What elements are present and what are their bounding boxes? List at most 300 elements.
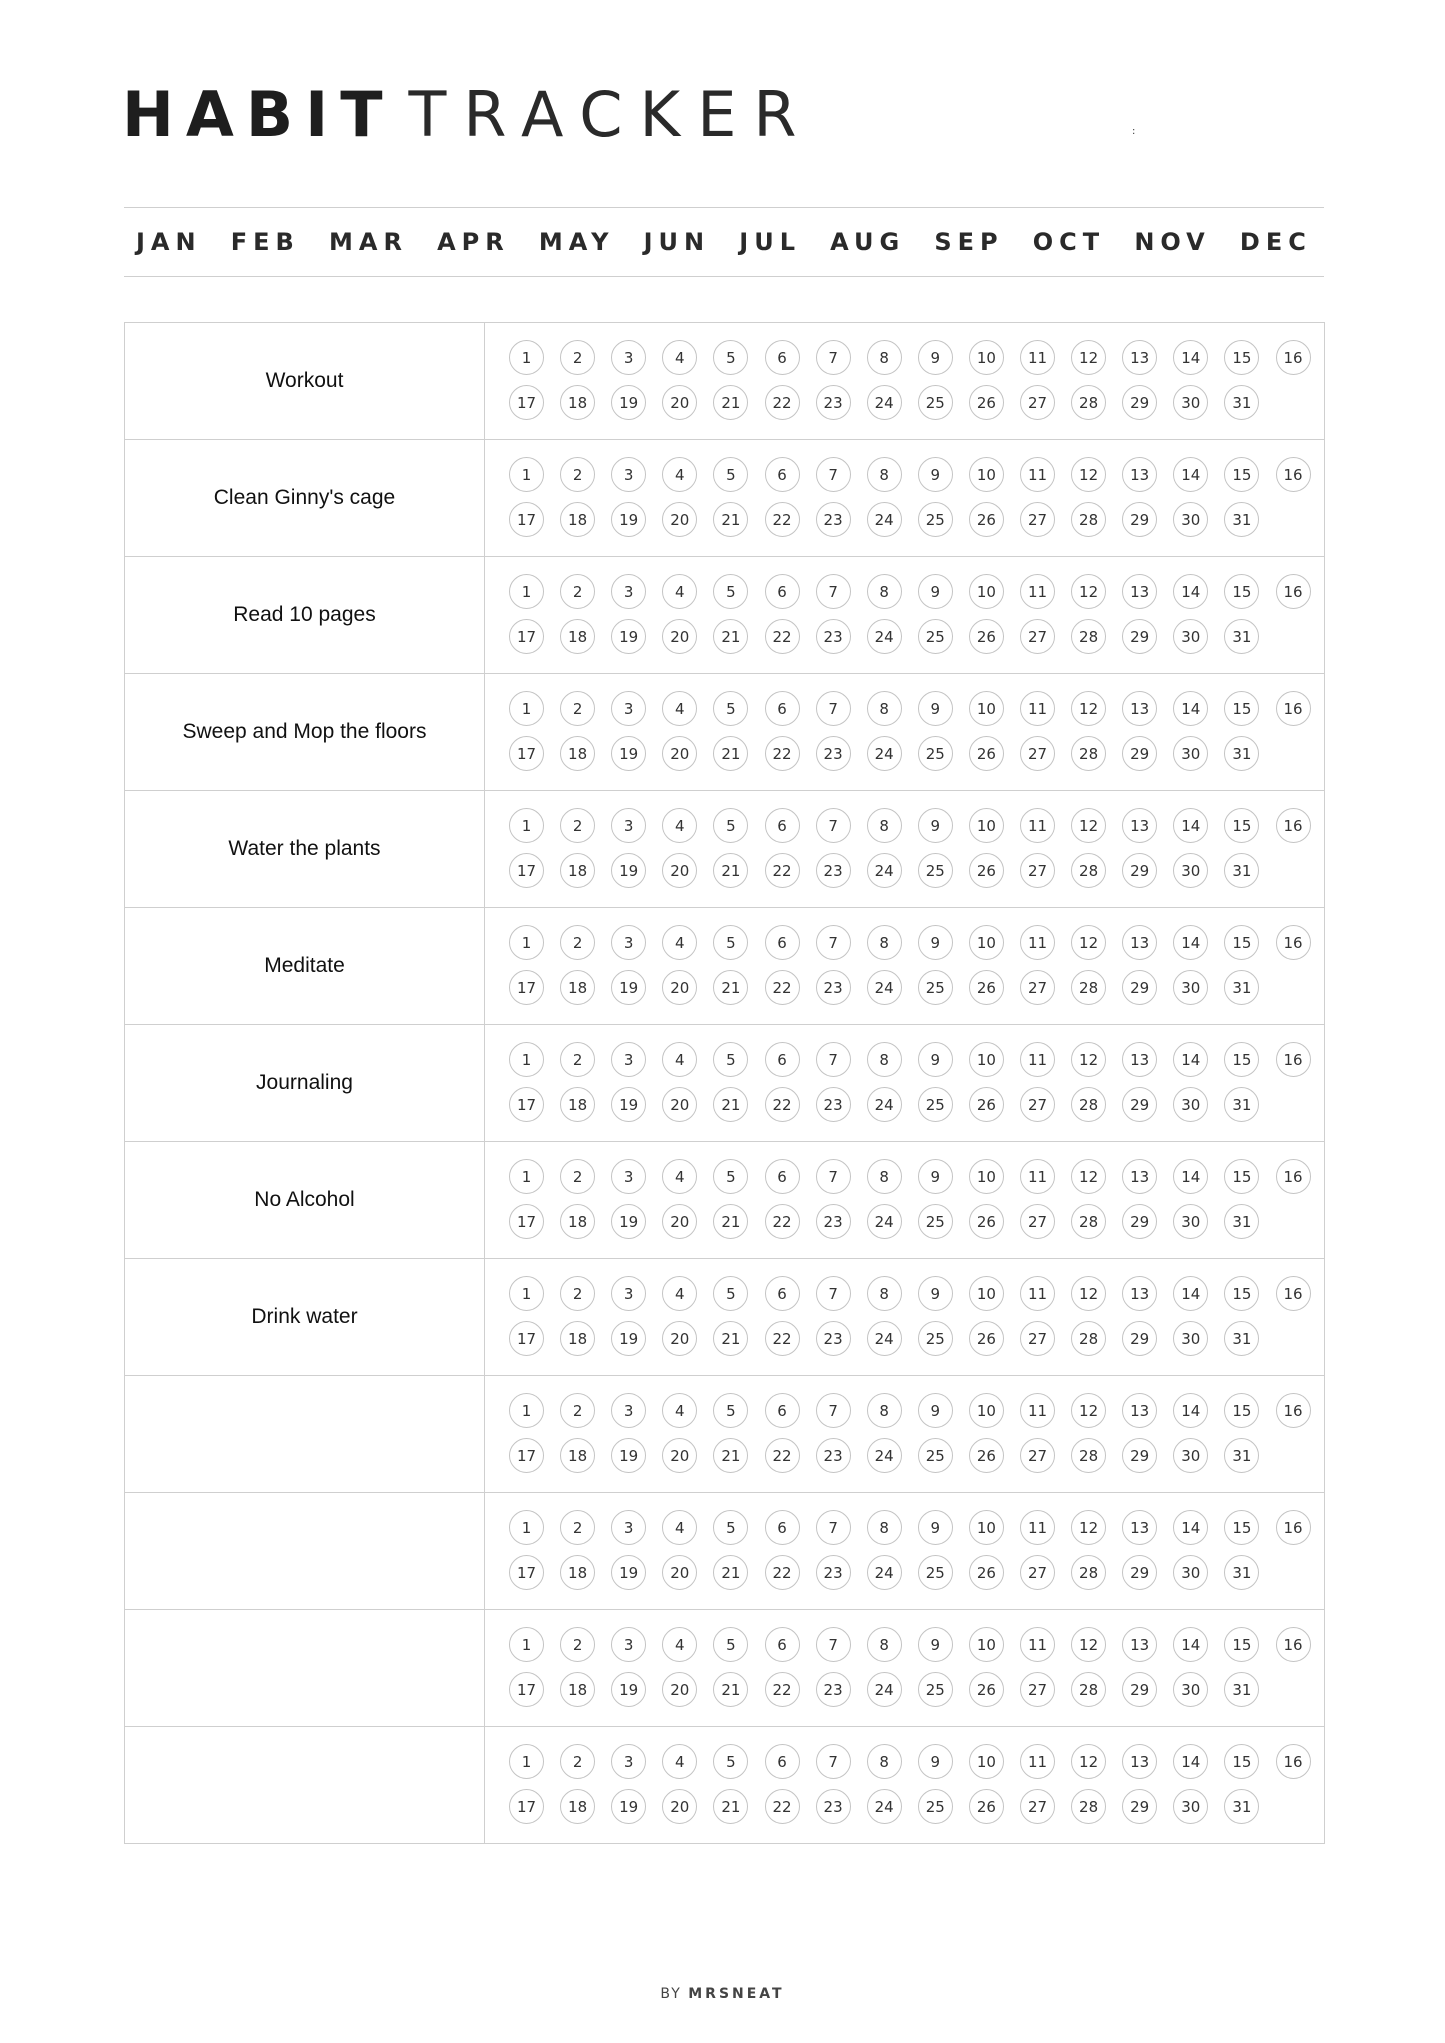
day-circle[interactable]: 11 [1020, 1042, 1055, 1077]
day-circle[interactable]: 29 [1122, 970, 1157, 1005]
habit-name[interactable]: Workout [125, 323, 485, 439]
day-circle[interactable]: 21 [713, 1321, 748, 1356]
day-circle[interactable]: 22 [765, 1672, 800, 1707]
day-circle[interactable]: 26 [969, 853, 1004, 888]
day-circle[interactable]: 14 [1173, 1042, 1208, 1077]
day-circle[interactable]: 7 [816, 1276, 851, 1311]
day-circle[interactable]: 16 [1276, 691, 1311, 726]
day-circle[interactable]: 9 [918, 691, 953, 726]
month-nov[interactable]: NOV [1134, 228, 1211, 256]
day-circle[interactable]: 21 [713, 970, 748, 1005]
day-circle[interactable]: 7 [816, 1627, 851, 1662]
day-circle[interactable]: 20 [662, 502, 697, 537]
day-circle[interactable]: 14 [1173, 457, 1208, 492]
day-circle[interactable]: 12 [1071, 1627, 1106, 1662]
day-circle[interactable]: 14 [1173, 340, 1208, 375]
day-circle[interactable]: 7 [816, 1393, 851, 1428]
day-circle[interactable]: 28 [1071, 736, 1106, 771]
day-circle[interactable]: 21 [713, 385, 748, 420]
day-circle[interactable]: 17 [509, 385, 544, 420]
day-circle[interactable]: 25 [918, 970, 953, 1005]
day-circle[interactable]: 18 [560, 1438, 595, 1473]
day-circle[interactable]: 11 [1020, 691, 1055, 726]
day-circle[interactable]: 25 [918, 853, 953, 888]
day-circle[interactable]: 20 [662, 1672, 697, 1707]
day-circle[interactable]: 1 [509, 1510, 544, 1545]
habit-name[interactable]: Clean Ginny's cage [125, 440, 485, 556]
day-circle[interactable]: 4 [662, 1042, 697, 1077]
day-circle[interactable]: 6 [765, 1276, 800, 1311]
day-circle[interactable]: 20 [662, 385, 697, 420]
day-circle[interactable]: 8 [867, 340, 902, 375]
day-circle[interactable]: 13 [1122, 1159, 1157, 1194]
day-circle[interactable]: 27 [1020, 1555, 1055, 1590]
day-circle[interactable]: 23 [816, 1789, 851, 1824]
day-circle[interactable]: 31 [1224, 1321, 1259, 1356]
day-circle[interactable]: 5 [713, 925, 748, 960]
day-circle[interactable]: 16 [1276, 340, 1311, 375]
day-circle[interactable]: 30 [1173, 385, 1208, 420]
day-circle[interactable]: 25 [918, 1555, 953, 1590]
day-circle[interactable]: 27 [1020, 1204, 1055, 1239]
day-circle[interactable]: 5 [713, 340, 748, 375]
day-circle[interactable]: 24 [867, 502, 902, 537]
day-circle[interactable]: 16 [1276, 1276, 1311, 1311]
day-circle[interactable]: 25 [918, 1438, 953, 1473]
day-circle[interactable]: 4 [662, 1627, 697, 1662]
day-circle[interactable]: 8 [867, 1393, 902, 1428]
day-circle[interactable]: 29 [1122, 1672, 1157, 1707]
day-circle[interactable]: 26 [969, 1555, 1004, 1590]
day-circle[interactable]: 13 [1122, 691, 1157, 726]
day-circle[interactable]: 29 [1122, 1321, 1157, 1356]
habit-name[interactable] [125, 1376, 485, 1492]
day-circle[interactable]: 26 [969, 1321, 1004, 1356]
day-circle[interactable]: 16 [1276, 1510, 1311, 1545]
month-jun[interactable]: JUN [643, 228, 711, 256]
day-circle[interactable]: 30 [1173, 1555, 1208, 1590]
day-circle[interactable]: 31 [1224, 502, 1259, 537]
day-circle[interactable]: 18 [560, 736, 595, 771]
day-circle[interactable]: 26 [969, 502, 1004, 537]
day-circle[interactable]: 22 [765, 1321, 800, 1356]
day-circle[interactable]: 18 [560, 1789, 595, 1824]
day-circle[interactable]: 12 [1071, 808, 1106, 843]
day-circle[interactable]: 6 [765, 691, 800, 726]
day-circle[interactable]: 20 [662, 970, 697, 1005]
day-circle[interactable]: 9 [918, 1276, 953, 1311]
day-circle[interactable]: 28 [1071, 502, 1106, 537]
day-circle[interactable]: 21 [713, 1555, 748, 1590]
day-circle[interactable]: 10 [969, 1276, 1004, 1311]
day-circle[interactable]: 22 [765, 1087, 800, 1122]
day-circle[interactable]: 14 [1173, 1393, 1208, 1428]
day-circle[interactable]: 6 [765, 1393, 800, 1428]
day-circle[interactable]: 3 [611, 691, 646, 726]
day-circle[interactable]: 3 [611, 1042, 646, 1077]
day-circle[interactable]: 8 [867, 1276, 902, 1311]
day-circle[interactable]: 19 [611, 1204, 646, 1239]
day-circle[interactable]: 17 [509, 1438, 544, 1473]
day-circle[interactable]: 11 [1020, 1159, 1055, 1194]
day-circle[interactable]: 27 [1020, 1321, 1055, 1356]
day-circle[interactable]: 6 [765, 340, 800, 375]
day-circle[interactable]: 9 [918, 1744, 953, 1779]
day-circle[interactable]: 31 [1224, 1438, 1259, 1473]
day-circle[interactable]: 12 [1071, 574, 1106, 609]
day-circle[interactable]: 16 [1276, 925, 1311, 960]
day-circle[interactable]: 30 [1173, 736, 1208, 771]
day-circle[interactable]: 28 [1071, 1672, 1106, 1707]
day-circle[interactable]: 12 [1071, 925, 1106, 960]
day-circle[interactable]: 23 [816, 385, 851, 420]
day-circle[interactable]: 19 [611, 1555, 646, 1590]
day-circle[interactable]: 4 [662, 340, 697, 375]
day-circle[interactable]: 9 [918, 1510, 953, 1545]
day-circle[interactable]: 2 [560, 1393, 595, 1428]
day-circle[interactable]: 21 [713, 736, 748, 771]
day-circle[interactable]: 8 [867, 1744, 902, 1779]
day-circle[interactable]: 7 [816, 1510, 851, 1545]
day-circle[interactable]: 11 [1020, 574, 1055, 609]
day-circle[interactable]: 4 [662, 1276, 697, 1311]
habit-name[interactable]: Read 10 pages [125, 557, 485, 673]
day-circle[interactable]: 29 [1122, 1204, 1157, 1239]
day-circle[interactable]: 17 [509, 502, 544, 537]
day-circle[interactable]: 19 [611, 970, 646, 1005]
day-circle[interactable]: 6 [765, 574, 800, 609]
day-circle[interactable]: 25 [918, 736, 953, 771]
day-circle[interactable]: 14 [1173, 1744, 1208, 1779]
day-circle[interactable]: 6 [765, 457, 800, 492]
day-circle[interactable]: 21 [713, 1672, 748, 1707]
day-circle[interactable]: 17 [509, 1087, 544, 1122]
day-circle[interactable]: 28 [1071, 385, 1106, 420]
day-circle[interactable]: 31 [1224, 1555, 1259, 1590]
day-circle[interactable]: 19 [611, 1321, 646, 1356]
day-circle[interactable]: 25 [918, 502, 953, 537]
day-circle[interactable]: 28 [1071, 970, 1106, 1005]
day-circle[interactable]: 4 [662, 1510, 697, 1545]
day-circle[interactable]: 31 [1224, 1204, 1259, 1239]
day-circle[interactable]: 17 [509, 1672, 544, 1707]
month-jul[interactable]: JUL [739, 228, 801, 256]
day-circle[interactable]: 15 [1224, 457, 1259, 492]
day-circle[interactable]: 1 [509, 1042, 544, 1077]
month-mar[interactable]: MAR [329, 228, 408, 256]
day-circle[interactable]: 13 [1122, 1393, 1157, 1428]
day-circle[interactable]: 26 [969, 1672, 1004, 1707]
day-circle[interactable]: 2 [560, 1627, 595, 1662]
day-circle[interactable]: 1 [509, 457, 544, 492]
day-circle[interactable]: 13 [1122, 925, 1157, 960]
day-circle[interactable]: 4 [662, 457, 697, 492]
day-circle[interactable]: 30 [1173, 853, 1208, 888]
day-circle[interactable]: 19 [611, 619, 646, 654]
day-circle[interactable]: 16 [1276, 1627, 1311, 1662]
day-circle[interactable]: 30 [1173, 1204, 1208, 1239]
habit-name[interactable]: No Alcohol [125, 1142, 485, 1258]
day-circle[interactable]: 1 [509, 1744, 544, 1779]
month-aug[interactable]: AUG [830, 228, 906, 256]
day-circle[interactable]: 19 [611, 1672, 646, 1707]
day-circle[interactable]: 1 [509, 1159, 544, 1194]
day-circle[interactable]: 28 [1071, 1087, 1106, 1122]
day-circle[interactable]: 31 [1224, 970, 1259, 1005]
day-circle[interactable]: 7 [816, 340, 851, 375]
day-circle[interactable]: 14 [1173, 574, 1208, 609]
day-circle[interactable]: 23 [816, 736, 851, 771]
day-circle[interactable]: 22 [765, 1555, 800, 1590]
day-circle[interactable]: 2 [560, 691, 595, 726]
day-circle[interactable]: 3 [611, 574, 646, 609]
day-circle[interactable]: 23 [816, 1672, 851, 1707]
day-circle[interactable]: 7 [816, 457, 851, 492]
day-circle[interactable]: 14 [1173, 808, 1208, 843]
day-circle[interactable]: 16 [1276, 1393, 1311, 1428]
habit-name[interactable]: Journaling [125, 1025, 485, 1141]
day-circle[interactable]: 14 [1173, 925, 1208, 960]
day-circle[interactable]: 29 [1122, 853, 1157, 888]
day-circle[interactable]: 17 [509, 970, 544, 1005]
day-circle[interactable]: 7 [816, 808, 851, 843]
day-circle[interactable]: 18 [560, 970, 595, 1005]
day-circle[interactable]: 27 [1020, 619, 1055, 654]
day-circle[interactable]: 14 [1173, 1159, 1208, 1194]
day-circle[interactable]: 4 [662, 1393, 697, 1428]
day-circle[interactable]: 15 [1224, 1393, 1259, 1428]
day-circle[interactable]: 9 [918, 1159, 953, 1194]
day-circle[interactable]: 2 [560, 1159, 595, 1194]
day-circle[interactable]: 25 [918, 1204, 953, 1239]
day-circle[interactable]: 5 [713, 1276, 748, 1311]
day-circle[interactable]: 9 [918, 574, 953, 609]
day-circle[interactable]: 4 [662, 1159, 697, 1194]
day-circle[interactable]: 1 [509, 340, 544, 375]
day-circle[interactable]: 9 [918, 1627, 953, 1662]
day-circle[interactable]: 31 [1224, 385, 1259, 420]
day-circle[interactable]: 4 [662, 1744, 697, 1779]
day-circle[interactable]: 24 [867, 970, 902, 1005]
day-circle[interactable]: 29 [1122, 502, 1157, 537]
day-circle[interactable]: 14 [1173, 1510, 1208, 1545]
day-circle[interactable]: 16 [1276, 1042, 1311, 1077]
month-oct[interactable]: OCT [1032, 228, 1106, 256]
day-circle[interactable]: 29 [1122, 619, 1157, 654]
day-circle[interactable]: 1 [509, 1393, 544, 1428]
day-circle[interactable]: 12 [1071, 340, 1106, 375]
day-circle[interactable]: 9 [918, 457, 953, 492]
day-circle[interactable]: 26 [969, 1204, 1004, 1239]
day-circle[interactable]: 24 [867, 1321, 902, 1356]
day-circle[interactable]: 24 [867, 1672, 902, 1707]
day-circle[interactable]: 16 [1276, 1744, 1311, 1779]
day-circle[interactable]: 15 [1224, 1744, 1259, 1779]
day-circle[interactable]: 3 [611, 1627, 646, 1662]
day-circle[interactable]: 17 [509, 853, 544, 888]
habit-name[interactable]: Drink water [125, 1259, 485, 1375]
day-circle[interactable]: 24 [867, 385, 902, 420]
day-circle[interactable]: 25 [918, 1789, 953, 1824]
day-circle[interactable]: 2 [560, 1042, 595, 1077]
day-circle[interactable]: 10 [969, 1744, 1004, 1779]
day-circle[interactable]: 4 [662, 691, 697, 726]
day-circle[interactable]: 3 [611, 1393, 646, 1428]
day-circle[interactable]: 11 [1020, 925, 1055, 960]
day-circle[interactable]: 12 [1071, 1276, 1106, 1311]
day-circle[interactable]: 30 [1173, 1672, 1208, 1707]
day-circle[interactable]: 10 [969, 691, 1004, 726]
day-circle[interactable]: 12 [1071, 1159, 1106, 1194]
day-circle[interactable]: 8 [867, 1042, 902, 1077]
habit-name[interactable] [125, 1727, 485, 1843]
day-circle[interactable]: 27 [1020, 736, 1055, 771]
day-circle[interactable]: 26 [969, 736, 1004, 771]
day-circle[interactable]: 30 [1173, 502, 1208, 537]
day-circle[interactable]: 9 [918, 808, 953, 843]
day-circle[interactable]: 27 [1020, 502, 1055, 537]
day-circle[interactable]: 14 [1173, 1627, 1208, 1662]
day-circle[interactable]: 16 [1276, 1159, 1311, 1194]
day-circle[interactable]: 12 [1071, 1510, 1106, 1545]
day-circle[interactable]: 8 [867, 691, 902, 726]
day-circle[interactable]: 31 [1224, 1789, 1259, 1824]
day-circle[interactable]: 13 [1122, 1510, 1157, 1545]
day-circle[interactable]: 21 [713, 502, 748, 537]
day-circle[interactable]: 30 [1173, 1438, 1208, 1473]
day-circle[interactable]: 5 [713, 1159, 748, 1194]
day-circle[interactable]: 23 [816, 1087, 851, 1122]
day-circle[interactable]: 26 [969, 1789, 1004, 1824]
day-circle[interactable]: 24 [867, 1555, 902, 1590]
day-circle[interactable]: 4 [662, 925, 697, 960]
day-circle[interactable]: 5 [713, 1627, 748, 1662]
day-circle[interactable]: 29 [1122, 1789, 1157, 1824]
day-circle[interactable]: 22 [765, 1204, 800, 1239]
day-circle[interactable]: 18 [560, 1555, 595, 1590]
day-circle[interactable]: 7 [816, 1159, 851, 1194]
day-circle[interactable]: 10 [969, 808, 1004, 843]
day-circle[interactable]: 6 [765, 808, 800, 843]
day-circle[interactable]: 18 [560, 1087, 595, 1122]
habit-name[interactable]: Sweep and Mop the floors [125, 674, 485, 790]
day-circle[interactable]: 23 [816, 853, 851, 888]
day-circle[interactable]: 30 [1173, 619, 1208, 654]
day-circle[interactable]: 2 [560, 808, 595, 843]
day-circle[interactable]: 11 [1020, 1276, 1055, 1311]
day-circle[interactable]: 18 [560, 385, 595, 420]
day-circle[interactable]: 23 [816, 619, 851, 654]
day-circle[interactable]: 28 [1071, 853, 1106, 888]
day-circle[interactable]: 17 [509, 1555, 544, 1590]
day-circle[interactable]: 27 [1020, 970, 1055, 1005]
day-circle[interactable]: 28 [1071, 1204, 1106, 1239]
day-circle[interactable]: 5 [713, 1510, 748, 1545]
day-circle[interactable]: 20 [662, 1087, 697, 1122]
day-circle[interactable]: 9 [918, 340, 953, 375]
month-sep[interactable]: SEP [934, 228, 1004, 256]
day-circle[interactable]: 21 [713, 1204, 748, 1239]
day-circle[interactable]: 20 [662, 1555, 697, 1590]
day-circle[interactable]: 13 [1122, 1276, 1157, 1311]
day-circle[interactable]: 22 [765, 1438, 800, 1473]
day-circle[interactable]: 11 [1020, 808, 1055, 843]
day-circle[interactable]: 1 [509, 1627, 544, 1662]
day-circle[interactable]: 31 [1224, 853, 1259, 888]
day-circle[interactable]: 2 [560, 1744, 595, 1779]
day-circle[interactable]: 22 [765, 502, 800, 537]
day-circle[interactable]: 24 [867, 853, 902, 888]
day-circle[interactable]: 18 [560, 853, 595, 888]
day-circle[interactable]: 19 [611, 736, 646, 771]
day-circle[interactable]: 1 [509, 574, 544, 609]
day-circle[interactable]: 23 [816, 502, 851, 537]
day-circle[interactable]: 14 [1173, 691, 1208, 726]
day-circle[interactable]: 22 [765, 385, 800, 420]
day-circle[interactable]: 4 [662, 574, 697, 609]
habit-name[interactable]: Meditate [125, 908, 485, 1024]
day-circle[interactable]: 18 [560, 1672, 595, 1707]
day-circle[interactable]: 11 [1020, 1744, 1055, 1779]
day-circle[interactable]: 16 [1276, 808, 1311, 843]
day-circle[interactable]: 17 [509, 1789, 544, 1824]
day-circle[interactable]: 15 [1224, 1159, 1259, 1194]
day-circle[interactable]: 20 [662, 619, 697, 654]
day-circle[interactable]: 11 [1020, 457, 1055, 492]
day-circle[interactable]: 27 [1020, 1438, 1055, 1473]
day-circle[interactable]: 25 [918, 619, 953, 654]
day-circle[interactable]: 6 [765, 1510, 800, 1545]
day-circle[interactable]: 19 [611, 1789, 646, 1824]
day-circle[interactable]: 28 [1071, 1438, 1106, 1473]
day-circle[interactable]: 29 [1122, 1087, 1157, 1122]
day-circle[interactable]: 5 [713, 691, 748, 726]
day-circle[interactable]: 8 [867, 574, 902, 609]
day-circle[interactable]: 31 [1224, 736, 1259, 771]
day-circle[interactable]: 21 [713, 1087, 748, 1122]
day-circle[interactable]: 20 [662, 1321, 697, 1356]
day-circle[interactable]: 8 [867, 808, 902, 843]
day-circle[interactable]: 12 [1071, 457, 1106, 492]
day-circle[interactable]: 8 [867, 1159, 902, 1194]
day-circle[interactable]: 11 [1020, 1510, 1055, 1545]
habit-name[interactable]: Water the plants [125, 791, 485, 907]
day-circle[interactable]: 10 [969, 1627, 1004, 1662]
day-circle[interactable]: 16 [1276, 574, 1311, 609]
day-circle[interactable]: 29 [1122, 385, 1157, 420]
day-circle[interactable]: 3 [611, 457, 646, 492]
day-circle[interactable]: 1 [509, 1276, 544, 1311]
day-circle[interactable]: 31 [1224, 1087, 1259, 1122]
day-circle[interactable]: 4 [662, 808, 697, 843]
day-circle[interactable]: 2 [560, 1510, 595, 1545]
day-circle[interactable]: 17 [509, 1321, 544, 1356]
day-circle[interactable]: 28 [1071, 1555, 1106, 1590]
day-circle[interactable]: 6 [765, 1159, 800, 1194]
day-circle[interactable]: 6 [765, 1627, 800, 1662]
day-circle[interactable]: 8 [867, 457, 902, 492]
day-circle[interactable]: 23 [816, 1438, 851, 1473]
month-feb[interactable]: FEB [230, 228, 300, 256]
day-circle[interactable]: 5 [713, 1042, 748, 1077]
day-circle[interactable]: 2 [560, 340, 595, 375]
day-circle[interactable]: 15 [1224, 808, 1259, 843]
day-circle[interactable]: 27 [1020, 1087, 1055, 1122]
day-circle[interactable]: 29 [1122, 1555, 1157, 1590]
day-circle[interactable]: 20 [662, 736, 697, 771]
day-circle[interactable]: 18 [560, 1321, 595, 1356]
day-circle[interactable]: 8 [867, 1627, 902, 1662]
